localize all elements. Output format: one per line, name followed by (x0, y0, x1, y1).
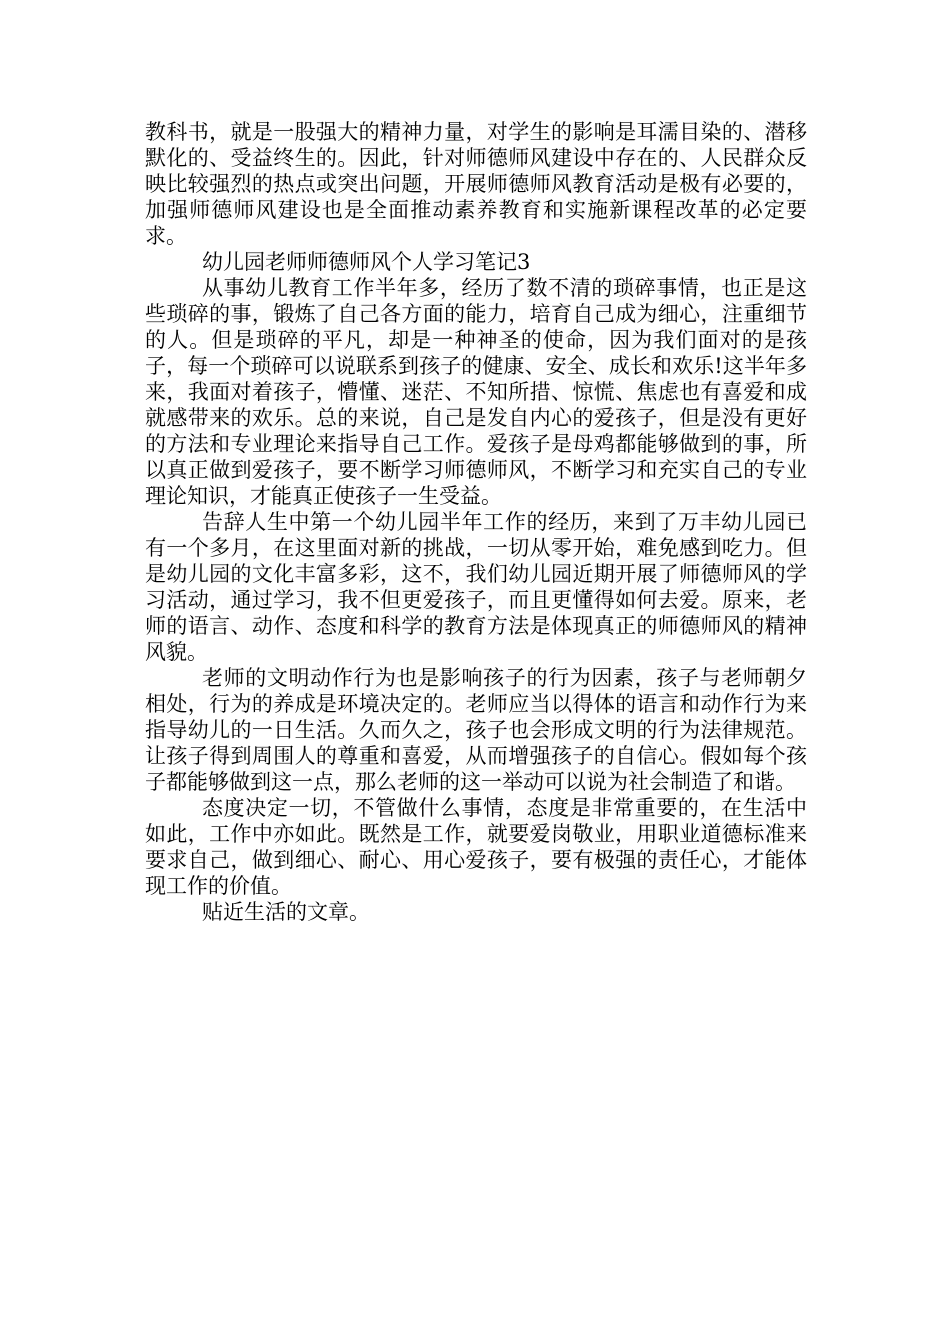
section-heading: 幼儿园老师师德师风个人学习笔记3 (202, 250, 531, 274)
paragraph-closing: 贴近生活的文章。 (202, 900, 370, 924)
paragraph-continuation: 教科书，就是一股强大的精神力量，对学生的影响是耳濡目染的、潜移默化的、受益终生的。因此，针对师德师风建设中存在的、人民群众反映比较强烈的热点或突出问题，开展师德师风教育活动是极有必要的，加强师德师风建设也是全面推动素养教育和实施新课程改革的必定要求。 (145, 120, 807, 248)
paragraph: 告辞人生中第一个幼儿园半年工作的经历，来到了万丰幼儿园已有一个多月，在这里面对新的挑战，一切从零开始，难免感到吃力。但是幼儿园的文化丰富多彩，这不，我们幼儿园近期开展了师德师风的学习活动，通过学习，我不但更爱孩子，而且更懂得如何去爱。原来，老师的语言、动作、态度和科学的教育方法是体现真正的师德师风的精神风貌。 (145, 510, 807, 664)
paragraph: 老师的文明动作行为也是影响孩子的行为因素，孩子与老师朝夕相处，行为的养成是环境决定的。老师应当以得体的语言和动作行为来指导幼儿的一日生活。久而久之，孩子也会形成文明的行为法律规范。让孩子得到周围人的尊重和喜爱，从而增强孩子的自信心。假如每个孩子都能够做到这一点，那么老师的这一举动可以说为社会制造了和谐。 (145, 666, 807, 794)
paragraph: 态度决定一切，不管做什么事情，态度是非常重要的，在生活中如此，工作中亦如此。既然是工作，就要爱岗敬业，用职业道德标准来要求自己，做到细心、耐心、用心爱孩子，要有极强的责任心，才能体现工作的价值。 (145, 796, 807, 898)
paragraph: 从事幼儿教育工作半年多，经历了数不清的琐碎事情，也正是这些琐碎的事，锻炼了自己各方面的能力，培育自己成为细心，注重细节的人。但是琐碎的平凡，却是一种神圣的使命，因为我们面对的是孩子，每一个琐碎可以说联系到孩子的健康、安全、成长和欢乐!这半年多来，我面对着孩子，懵懂、迷茫、不知所措、惊慌、焦虑也有喜爱和成就感带来的欢乐。总的来说，自己是发自内心的爱孩子，但是没有更好的方法和专业理论来指导自己工作。爱孩子是母鸡都能够做到的事，所以真正做到爱孩子，要不断学习师德师风，不断学习和充实自己的专业理论知识，才能真正使孩子一生受益。 (145, 276, 807, 508)
document-page (145, 119, 807, 925)
